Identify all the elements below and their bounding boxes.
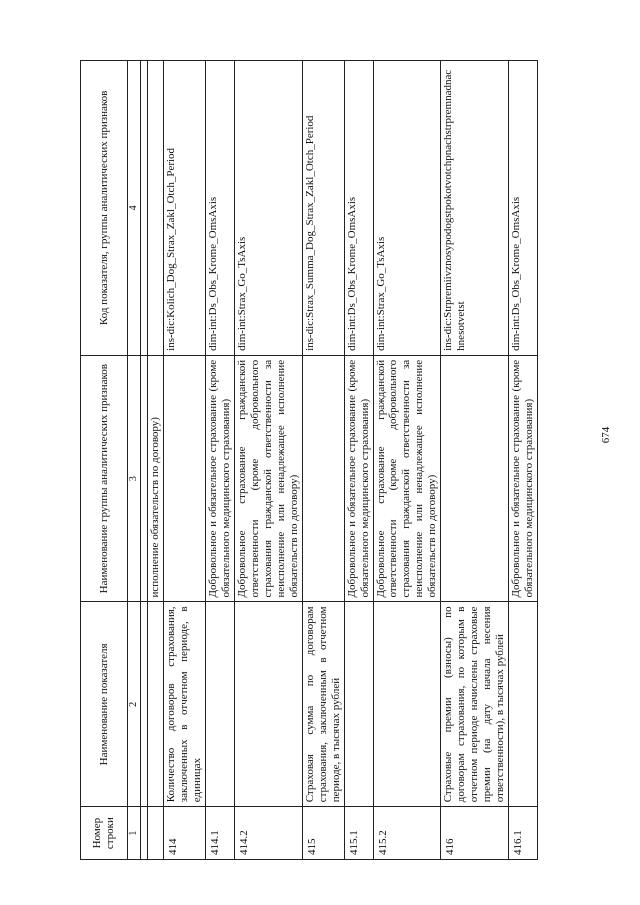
row-number: 414.2 [234, 807, 302, 860]
group-name [302, 355, 344, 602]
column-number: 1 [128, 807, 141, 860]
row-number: 414 [163, 807, 205, 860]
indicator-code: ins-dic:Strax_Summa_Dog_Strax_Zakl_Otch_Period [302, 61, 344, 356]
header-indicator-name: Наименование показателя [81, 602, 128, 807]
row-number: 416 [441, 807, 509, 860]
row-number: 415.1 [344, 807, 373, 860]
table-row [302, 61, 344, 860]
row-number: 415.2 [373, 807, 441, 860]
indicator-name: Страховая сумма по договорам страхования, заключенным в отчетном периоде, в тысячах рублей [302, 602, 344, 807]
header-code: Код показателя, группы аналитических признаков [81, 61, 128, 356]
group-name [441, 355, 509, 602]
indicator-code: ins-dic:Strpremiivznosypodogstpokotvotchpnachstrpremnadnachnesotvetst [441, 61, 509, 356]
page-number: 674 [600, 426, 612, 444]
indicator-name [205, 602, 234, 807]
indicator-code: dim-int:Ds_Obs_Krome_OmsAxis [205, 61, 234, 356]
header-group-name: Наименование группы аналитических признаков [81, 355, 128, 602]
indicator-name [373, 602, 441, 807]
column-number: 3 [128, 355, 141, 602]
column-number-row [128, 61, 141, 860]
rotated-page-content [80, 60, 595, 860]
group-name: Добровольное страхование гражданской ответственности (кроме добровольного страхования гражданской ответственности за неисполнение или ненадлежащее исполнение обязательств по договору) [373, 355, 441, 602]
indicator-table [80, 60, 538, 860]
indicator-code: ins-dic:Kolich_Dog_Strax_Zakl_Otch_Period [163, 61, 205, 356]
table-row [344, 61, 373, 860]
indicator-code: dim-int:Ds_Obs_Krome_OmsAxis [509, 61, 538, 356]
indicator-name: Страховые премии (взносы) по договорам страхования, по которым в отчетном периоде начислены страховые премии (на дату начала несения ответственности), в тысячах рублей [441, 602, 509, 807]
header-row-number: Номер строки [81, 807, 128, 860]
column-number: 4 [128, 61, 141, 356]
row-number: 416.1 [509, 807, 538, 860]
carry-over-text: исполнение обязательств по договору) [148, 355, 164, 602]
table-header-row [81, 61, 128, 860]
column-number: 2 [128, 602, 141, 807]
group-name [163, 355, 205, 602]
row-number: 415 [302, 807, 344, 860]
indicator-name [509, 602, 538, 807]
table-row [509, 61, 538, 860]
table-row [373, 61, 441, 860]
row-number: 414.1 [205, 807, 234, 860]
table-row [441, 61, 509, 860]
table-row [148, 61, 164, 860]
indicator-name: Количество договоров страхования, заключенных в отчетном периоде, в единицах [163, 602, 205, 807]
table-row [163, 61, 205, 860]
table-row [141, 61, 148, 860]
group-name: Добровольное и обязательное страхование (кроме обязательного медицинского страхования) [509, 355, 538, 602]
group-name: Добровольное страхование гражданской ответственности (кроме добровольного страхования гражданской ответственности за неисполнение или ненадлежащее исполнение обязательств по договору) [234, 355, 302, 602]
indicator-code: dim-int:Ds_Obs_Krome_OmsAxis [344, 61, 373, 356]
table-row [234, 61, 302, 860]
indicator-code: dim-int:Strax_Go_TsAxis [234, 61, 302, 356]
group-name: Добровольное и обязательное страхование (кроме обязательного медицинского страхования) [344, 355, 373, 602]
indicator-name [344, 602, 373, 807]
group-name: Добровольное и обязательное страхование (кроме обязательного медицинского страхования) [205, 355, 234, 602]
indicator-code: dim-int:Strax_Go_TsAxis [373, 61, 441, 356]
indicator-name [234, 602, 302, 807]
table-row [205, 61, 234, 860]
